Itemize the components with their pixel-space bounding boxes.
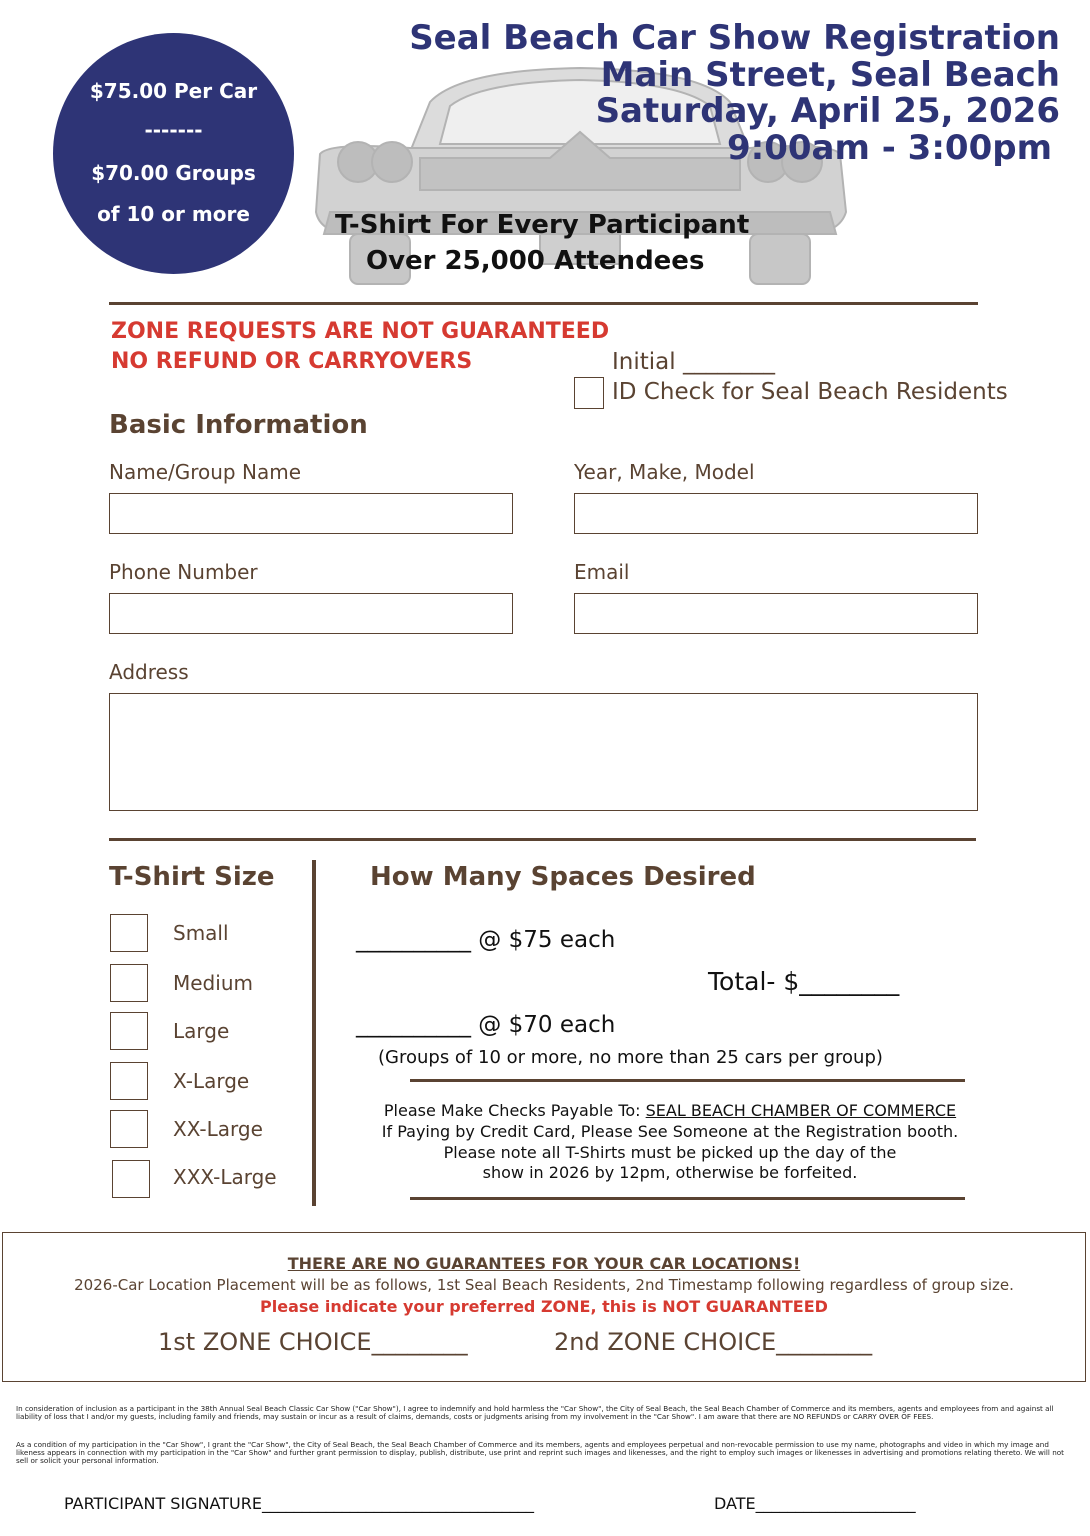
second-zone-choice[interactable]: 2nd ZONE CHOICE________: [554, 1328, 873, 1356]
address-label: Address: [109, 660, 189, 684]
vehicle-label: Year, Make, Model: [574, 460, 755, 484]
email-label: Email: [574, 560, 630, 584]
spaces-heading: How Many Spaces Desired: [370, 862, 756, 892]
size-small-label: Small: [173, 921, 229, 945]
phone-input[interactable]: [109, 593, 513, 634]
name-label: Name/Group Name: [109, 460, 301, 484]
size-xlarge-label: X-Large: [173, 1069, 250, 1093]
attendees-line: Over 25,000 Attendees: [366, 246, 705, 276]
payable-prefix: Please Make Checks Payable To:: [383, 1101, 646, 1120]
first-zone-choice[interactable]: 1st ZONE CHOICE________: [158, 1328, 468, 1356]
groups-note: (Groups of 10 or more, no more than 25 cars per group): [378, 1047, 883, 1068]
size-xxlarge-checkbox[interactable]: [110, 1110, 148, 1148]
price-per-car: $75.00 Per Car: [89, 79, 258, 103]
spaces-70-line[interactable]: __________ @ $70 each: [356, 1012, 616, 1038]
size-large-label: Large: [173, 1019, 230, 1043]
initial-field[interactable]: Initial ________: [612, 349, 775, 375]
no-refund: NO REFUND OR CARRYOVERS: [111, 349, 473, 374]
spaces-75-line[interactable]: __________ @ $75 each: [356, 927, 616, 953]
divider-top: [109, 302, 978, 305]
page-title: Seal Beach Car Show Registration: [409, 18, 1060, 58]
size-xlarge-checkbox[interactable]: [110, 1062, 148, 1100]
id-check-checkbox[interactable]: [574, 377, 604, 409]
payable-to: SEAL BEACH CHAMBER OF COMMERCE: [645, 1101, 957, 1120]
price-badge: [53, 33, 294, 274]
divider-mid: [109, 838, 976, 841]
price-groups-line2: of 10 or more: [97, 202, 250, 226]
no-guarantee-heading: THERE ARE NO GUARANTEES FOR YOUR CAR LOCATIONS!: [287, 1254, 801, 1273]
size-medium-label: Medium: [173, 971, 253, 995]
pickup-note-2: show in 2026 by 12pm, otherwise be forfeited.: [482, 1163, 858, 1182]
zone-indicate-note: Please indicate your preferred ZONE, this is NOT GUARANTEED: [260, 1297, 828, 1316]
size-medium-checkbox[interactable]: [110, 964, 148, 1002]
legal-paragraph-1: In consideration of inclusion as a participant in the 38th Annual Seal Beach Classic Car Show ("Car Show"), I agree to indemnify and hold harmless the "Car Show", the City of Seal Beach, the Seal Beach Chamber of Commerce and its members, agents and employees from and against all liability of loss that I and/or my guests, including family and friends, may sustain or incur as a result of claims, demands, costs or judgments arising from my involvement in the "Car Show". I am aware that there are NO REFUNDS or CARRY OVER OF FEES.: [16, 1404, 1054, 1421]
zone-not-guaranteed: ZONE REQUESTS ARE NOT GUARANTEED: [111, 319, 610, 344]
divider-spaces-1: [410, 1079, 965, 1082]
address-input[interactable]: [109, 693, 978, 811]
signature-date[interactable]: DATE____________________: [714, 1494, 916, 1513]
price-divider: -------: [144, 118, 203, 142]
size-small-checkbox[interactable]: [110, 914, 148, 952]
id-check-label: ID Check for Seal Beach Residents: [612, 379, 1008, 405]
price-groups-line1: $70.00 Groups: [91, 161, 256, 185]
size-xxxlarge-label: XXX-Large: [173, 1165, 277, 1189]
event-location: Main Street, Seal Beach: [600, 55, 1060, 95]
size-large-checkbox[interactable]: [110, 1012, 148, 1050]
phone-label: Phone Number: [109, 560, 258, 584]
tshirt-line: T-Shirt For Every Participant: [335, 210, 750, 240]
event-time: 9:00am - 3:00pm: [726, 128, 1052, 168]
section-vertical-divider: [312, 860, 316, 1206]
email-input[interactable]: [574, 593, 978, 634]
placement-note: 2026-Car Location Placement will be as follows, 1st Seal Beach Residents, 2nd Timestamp following regardless of group size.: [74, 1276, 1014, 1294]
event-date: Saturday, April 25, 2026: [595, 91, 1060, 131]
payable-line: [350, 1101, 990, 1120]
basic-info-heading: Basic Information: [109, 410, 368, 440]
legal-paragraph-2: As a condition of my participation in the "Car Show", I grant the "Car Show", the City of Seal Beach, the Seal Beach Chamber of Commerce and its members, agents and employees perpetual and non-revocable permission to use my name, photographs and video in which my image and likeness appears in connection with my participation in the "Car Show" and further grant permission to display, publish, distribute, use print and reprint such images and likenesses, and the right to employ such images or likenesses in advertising and promotions relating thereto. We will not sell or solicit your personal information.: [16, 1440, 1064, 1465]
name-input[interactable]: [109, 493, 513, 534]
participant-signature[interactable]: PARTICIPANT SIGNATURE__________________________________: [64, 1494, 534, 1513]
size-xxxlarge-checkbox[interactable]: [112, 1160, 150, 1198]
pickup-note-1: Please note all T-Shirts must be picked up the day of the: [443, 1143, 897, 1162]
credit-card-note: If Paying by Credit Card, Please See Someone at the Registration booth.: [381, 1122, 959, 1141]
tshirt-heading: T-Shirt Size: [109, 862, 275, 892]
total-field[interactable]: Total- $________: [708, 967, 900, 996]
size-xxlarge-label: XX-Large: [173, 1117, 263, 1141]
vehicle-input[interactable]: [574, 493, 978, 534]
divider-spaces-2: [410, 1197, 965, 1200]
